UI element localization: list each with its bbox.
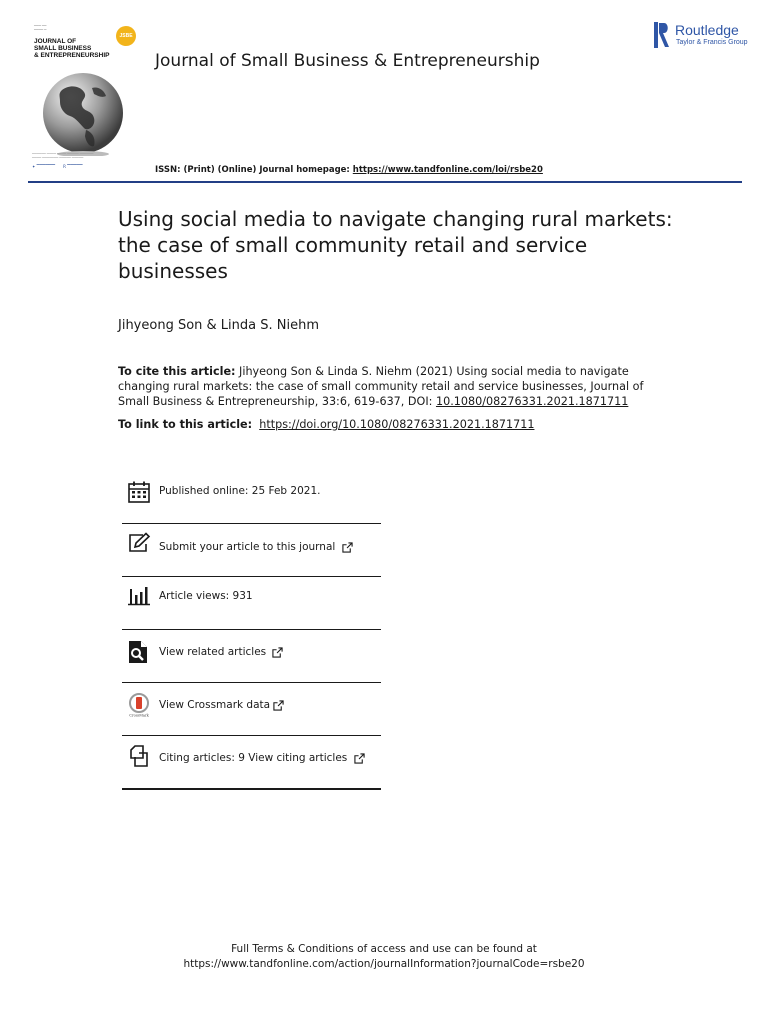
article-link-line (118, 418, 534, 431)
article-authors: Jihyeong Son & Linda S. Niehm (118, 318, 319, 333)
related-label: View related articles (159, 646, 267, 658)
crossmark-label: View Crossmark data (159, 699, 271, 711)
crossmark-icon (127, 693, 151, 717)
issn-text: ISSN: (Print) (Online) Journal homepage: (155, 165, 353, 175)
citing-label: Citing articles: 9 View citing articles (159, 752, 348, 764)
header-divider (28, 181, 742, 183)
bar-chart-icon (127, 583, 151, 607)
edit-icon (127, 532, 151, 556)
submit-label: Submit your article to this journal (159, 541, 336, 553)
publisher-subtitle: Taylor & Francis Group (676, 39, 748, 46)
external-link-icon (273, 700, 284, 711)
article-title: Using social media to navigate changing rural markets: the case of small community retail and service businesses (118, 207, 673, 283)
article-doi-url[interactable]: https://doi.org/10.1080/08276331.2021.1871711 (259, 418, 535, 431)
document-search-icon (127, 640, 151, 664)
article-views: Article views: 931 (159, 590, 253, 602)
published-row (122, 470, 381, 524)
submit-article-link[interactable] (159, 541, 353, 553)
footer-terms-text: Full Terms & Conditions of access and use can be found at (231, 943, 537, 955)
journal-title: Journal of Small Business & Entrepreneurship (155, 51, 540, 71)
related-articles-link[interactable] (159, 646, 283, 658)
citing-documents-icon (127, 744, 151, 768)
views-row (122, 577, 381, 630)
submit-row[interactable] (122, 524, 381, 577)
cite-text: Jihyeong Son & Linda S. Niehm (2021) Using social media to navigate changing rural markets: the case of small community retail and service businesses, Journal of Small Business & Entrepreneurship, 33:6, 619-637, DOI: (118, 365, 644, 408)
citing-articles-link[interactable] (159, 752, 365, 764)
issn-line (155, 165, 543, 175)
crossmark-link[interactable] (159, 699, 284, 711)
svg-text:CrossMark: CrossMark (129, 713, 149, 717)
cover-logos: ✦ ▔▔▔▔▔▔ R ▔▔▔▔▔ (32, 164, 83, 169)
article-info-list (122, 470, 381, 790)
journal-cover (28, 26, 136, 174)
related-row[interactable] (122, 630, 381, 683)
cite-label: To cite this article: (118, 365, 236, 378)
footer (0, 942, 768, 972)
published-date: Published online: 25 Feb 2021. (159, 485, 321, 497)
citation (118, 364, 658, 409)
cover-title: JOURNAL OF SMALL BUSINESS & ENTREPRENEURSHIP (34, 38, 110, 59)
routledge-logo-icon (654, 22, 670, 48)
globe-icon (40, 70, 126, 156)
cover-badge: JSBE (116, 26, 136, 46)
external-link-icon (342, 542, 353, 553)
citing-row[interactable] (122, 736, 381, 790)
external-link-icon (272, 647, 283, 658)
publisher-name: Routledge (675, 22, 739, 38)
external-link-icon (354, 753, 365, 764)
doi-link[interactable]: 10.1080/08276331.2021.1871711 (435, 395, 629, 408)
crossmark-row[interactable] (122, 683, 381, 736)
cover-small-print: ▔▔▔ ▔▔ ▔▔▔▔ ▔ (34, 25, 47, 33)
journal-homepage-link[interactable]: https://www.tandfonline.com/loi/rsbe20 (352, 165, 543, 175)
footer-terms-url[interactable]: https://www.tandfonline.com/action/journalInformation?journalCode=rsbe20 (183, 958, 585, 970)
link-label: To link to this article: (118, 418, 253, 431)
calendar-icon (127, 480, 151, 504)
cover-footnote: ▔▔▔▔▔▔ ▔▔▔▔ ▔▔▔▔ ▔▔▔▔▔ ▔▔▔▔▔▔ ▔▔▔▔ ▔▔▔▔▔▔▔ ▔▔▔▔▔ ▔▔▔▔▔ (32, 153, 94, 161)
